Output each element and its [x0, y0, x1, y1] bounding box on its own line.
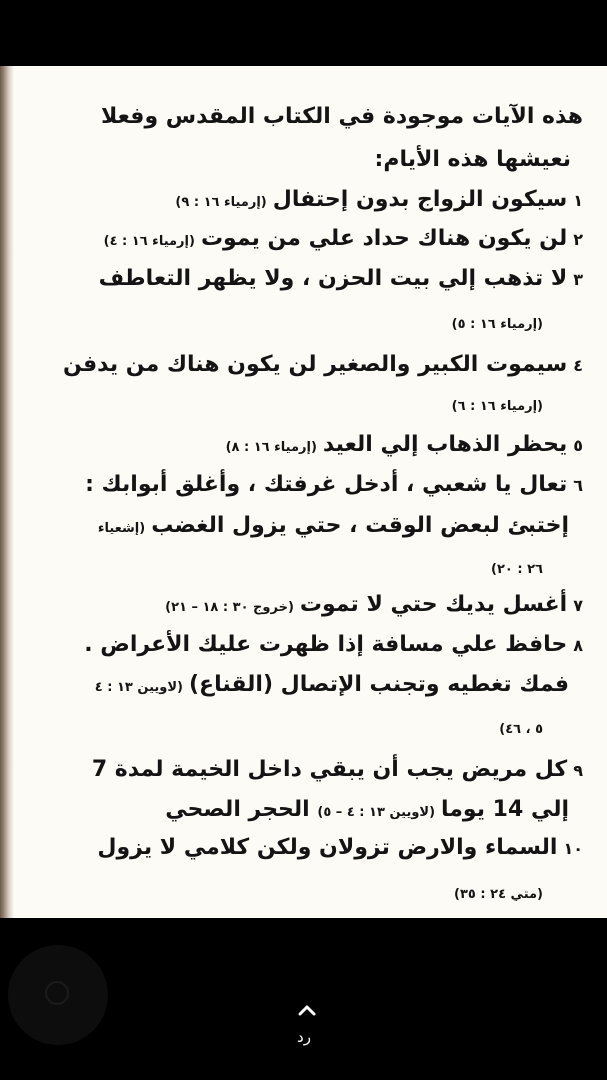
- verse-4: ٤سيموت الكبير والصغير لن يكون هناك من يدفن: [62, 352, 583, 377]
- verse-8-line-2: فمك تغطيه وتجنب الإتصال (القناع)(لاويين ١٣ : ٤: [94, 672, 569, 697]
- verse-3: ٣لا تذهب إلي بيت الحزن ، ولا يظهر التعاطف: [98, 266, 583, 291]
- verse-4-ref: (إرمياء ١٦ : ٦): [451, 399, 543, 414]
- chevron-up-icon[interactable]: [296, 1002, 318, 1018]
- reply-label[interactable]: رد: [297, 1028, 311, 1046]
- intro-line-1: هذه الآيات موجودة في الكتاب المقدس وفعلا: [100, 104, 583, 129]
- verse-7: ٧أغسل يديك حتي لا تموت(خروج ٣٠ : ١٨ – ٢١): [165, 592, 583, 617]
- verse-10: ١٠السماء والارض تزولان ولكن كلامي لا يزول: [97, 835, 583, 860]
- verse-5: ٥يحظر الذهاب إلي العيد(إرمياء ١٦ : ٨): [225, 432, 583, 457]
- floating-action-button[interactable]: [8, 945, 108, 1045]
- intro-line-2: نعيشها هذه الأيام:: [374, 147, 571, 172]
- verse-9-line-2: إلي 14 يوما(لاويين ١٣ : ٤ – ٥) الحجر الصحي: [165, 797, 569, 822]
- verse-10-ref: (متي ٢٤ : ٣٥): [454, 887, 543, 902]
- verse-8-ref: ٥ ، ٤٦): [499, 722, 543, 737]
- top-black-bar: [0, 0, 607, 66]
- verse-9: ٩كل مريض يجب أن يبقي داخل الخيمة لمدة 7: [91, 757, 583, 782]
- page-edge-shadow: [0, 66, 14, 918]
- verse-6-ref: ٢٦ : ٢٠): [491, 562, 543, 577]
- circle-icon: [45, 981, 69, 1005]
- bottom-reply-bar: [0, 918, 607, 1080]
- document-photo: [0, 66, 607, 918]
- verse-6-line-2: إختبئ لبعض الوقت ، حتي يزول الغضب(إشعياء: [97, 513, 569, 538]
- verse-8: ٨حافظ علي مسافة إذا ظهرت عليك الأعراض .: [84, 632, 583, 657]
- verse-6: ٦تعال يا شعبي ، أدخل غرفتك ، وأغلق أبوابك :: [85, 472, 583, 497]
- verse-3-ref: (إرمياء ١٦ : ٥): [451, 317, 543, 332]
- verse-2: ٢لن يكون هناك حداد علي من يموت(إرمياء ١٦ : ٤): [103, 226, 583, 251]
- verse-1: ١سيكون الزواج بدون إحتفال(إرمياء ١٦ : ٩): [175, 187, 583, 212]
